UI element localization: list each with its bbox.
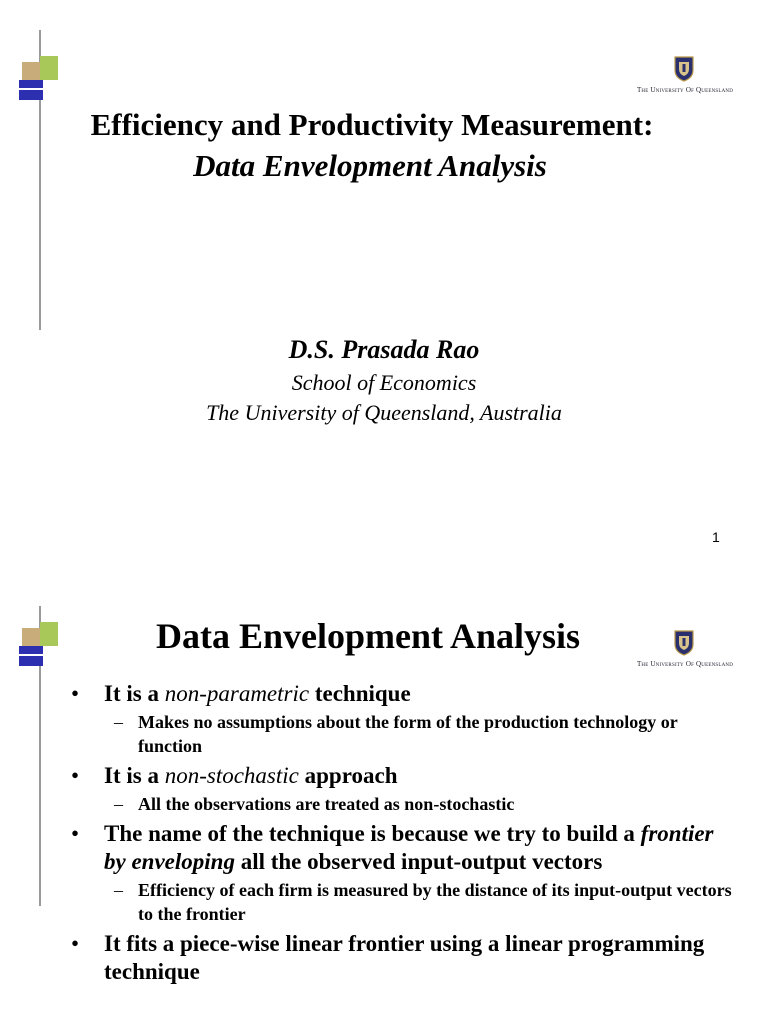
bullet-list	[0, 680, 740, 986]
dash-icon: –	[114, 712, 123, 732]
bullet-icon: •	[71, 931, 80, 956]
sub-bullet-item: – Makes no assumptions about the form of the production technology or function	[114, 712, 678, 756]
crest-icon	[674, 56, 694, 82]
bullet-icon: •	[71, 763, 80, 788]
bullet-item: • It is a non-parametric technique	[71, 681, 411, 706]
bullet-item: • It is a non-stochastic approach	[71, 763, 398, 788]
page-number: 1	[712, 529, 720, 545]
bullet-item: • It fits a piece-wise linear frontier using a linear programming technique	[71, 931, 705, 984]
emphasis: frontier by enveloping	[104, 821, 714, 874]
dash-icon: –	[114, 794, 123, 814]
slide-2	[0, 576, 768, 1024]
sub-bullet-item: – Efficiency of each firm is measured by the distance of its input-output vectors to the frontier	[114, 880, 732, 924]
university-logo	[620, 54, 750, 104]
slide-title: Data Envelopment Analysis	[155, 616, 581, 656]
affiliation-school: School of Economics	[291, 370, 477, 395]
slide-subtitle: Data Envelopment Analysis	[193, 148, 547, 183]
logo-text: The University Of Queensland	[636, 660, 734, 668]
corner-decoration	[0, 0, 70, 80]
logo-text: The University Of Queensland	[636, 86, 734, 94]
dash-icon: –	[114, 880, 123, 900]
emphasis: non-parametric	[164, 681, 310, 706]
bullet-icon: •	[71, 681, 80, 706]
affiliation-university: The University of Queensland, Australia	[206, 400, 562, 425]
bullet-icon: •	[71, 821, 80, 846]
author-name: D.S. Prasada Rao	[288, 335, 480, 364]
bullet-item: • The name of the technique is because we try to build a frontier by enveloping all the observed input-output vectors	[71, 821, 714, 874]
sub-bullet-item: – All the observations are treated as non-stochastic	[114, 794, 515, 814]
slide-title: Efficiency and Productivity Measurement:	[90, 107, 654, 142]
emphasis: non-stochastic	[164, 763, 299, 788]
